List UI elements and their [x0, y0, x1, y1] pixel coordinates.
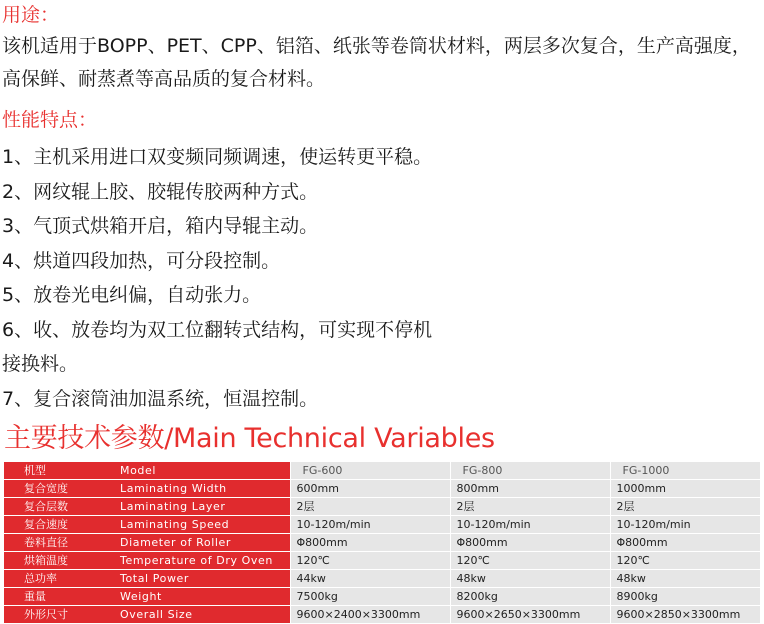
feature-item: 6、收、放卷均为双工位翻转式结构，可实现不停机: [2, 318, 433, 341]
cell-fg800: 10-120m/min: [450, 516, 610, 534]
cell-fg600: 9600×2400×3300mm: [290, 606, 450, 624]
cell-fg600: 2层: [290, 498, 450, 516]
cell-fg1000: 10-120m/min: [610, 516, 760, 534]
usage-paragraph: 该机适用于BOPP、PET、CPP、铝箔、纸张等卷筒状材料，两层多次复合，生产高强度，高保鲜、耐蒸煮等高品质的复合材料。: [2, 35, 751, 90]
table-row: [4, 534, 760, 552]
cell-fg800: 800mm: [450, 480, 610, 498]
cell-fg1000: 8900kg: [610, 588, 760, 606]
row-label-cn: 重量: [4, 588, 104, 606]
cell-fg600: 120℃: [290, 552, 450, 570]
row-label-cn: 卷料直径: [4, 534, 104, 552]
row-label-cn: 复合速度: [4, 516, 104, 534]
row-label-en: Total Power: [104, 570, 290, 588]
row-label-en: Laminating Width: [104, 480, 290, 498]
row-label-cn: 外形尺寸: [4, 606, 104, 624]
cell-fg800: 8200kg: [450, 588, 610, 606]
row-label-cn: 烘箱温度: [4, 552, 104, 570]
table-row: [4, 516, 760, 534]
feature-item: 1、主机采用进口双变频同频调速，使运转更平稳。: [2, 146, 433, 168]
row-label-en: Laminating Speed: [104, 516, 290, 534]
cell-fg1000: 9600×2850×3300mm: [610, 606, 760, 624]
cell-fg600: 10-120m/min: [290, 516, 450, 534]
cell-fg800: 120℃: [450, 552, 610, 570]
row-label-cn: 总功率: [4, 570, 104, 588]
cell-fg1000: FG-1000: [610, 462, 760, 480]
feature-item: 2、网纹辊上胶、胶辊传胶两种方式。: [2, 180, 319, 203]
usage-heading: 用途：: [2, 4, 60, 26]
feature-item: 5、放卷光电纠偏，自动张力。: [2, 284, 262, 306]
cell-fg600: FG-600: [290, 462, 450, 480]
table-row: [4, 606, 760, 624]
cell-fg600: 7500kg: [290, 588, 450, 606]
table-row: [4, 588, 760, 606]
features-heading: 性能特点：: [2, 109, 98, 131]
table-row: [4, 552, 760, 570]
row-label-en: Laminating Layer: [104, 498, 290, 516]
cell-fg1000: 2层: [610, 498, 760, 516]
feature-item: 7、复合滚筒油加温系统，恒温控制。: [2, 387, 319, 410]
row-label-en: Diameter of Roller: [104, 534, 290, 552]
row-label-en: Temperature of Dry Oven: [104, 552, 290, 570]
cell-fg800: FG-800: [450, 462, 610, 480]
spec-table: [4, 462, 760, 624]
row-label-cn: 复合层数: [4, 498, 104, 516]
cell-fg1000: Φ800mm: [610, 534, 760, 552]
row-label-en: Weight: [104, 588, 290, 606]
row-label-en: Overall Size: [104, 606, 290, 624]
row-label-cn: 机型: [4, 462, 104, 480]
table-row: [4, 498, 760, 516]
row-label-cn: 复合宽度: [4, 480, 104, 498]
spec-title: 主要技术参数/Main Technical Variables: [4, 423, 495, 454]
cell-fg1000: 120℃: [610, 552, 760, 570]
cell-fg600: Φ800mm: [290, 534, 450, 552]
table-row: [4, 480, 760, 498]
features-list: [2, 140, 432, 416]
cell-fg1000: 1000mm: [610, 480, 760, 498]
cell-fg800: 9600×2650×3300mm: [450, 606, 610, 624]
feature-item: 4、烘道四段加热，可分段控制。: [2, 249, 281, 272]
cell-fg800: 2层: [450, 498, 610, 516]
cell-fg800: Φ800mm: [450, 534, 610, 552]
feature-item: 3、气顶式烘箱开启，箱内导辊主动。: [2, 215, 319, 237]
table-row: [4, 570, 760, 588]
cell-fg600: 44kw: [290, 570, 450, 588]
cell-fg600: 600mm: [290, 480, 450, 498]
row-label-en: Model: [104, 462, 290, 480]
feature-item: 接换料。: [2, 353, 79, 375]
cell-fg1000: 48kw: [610, 570, 760, 588]
table-row: [4, 462, 760, 480]
cell-fg800: 48kw: [450, 570, 610, 588]
